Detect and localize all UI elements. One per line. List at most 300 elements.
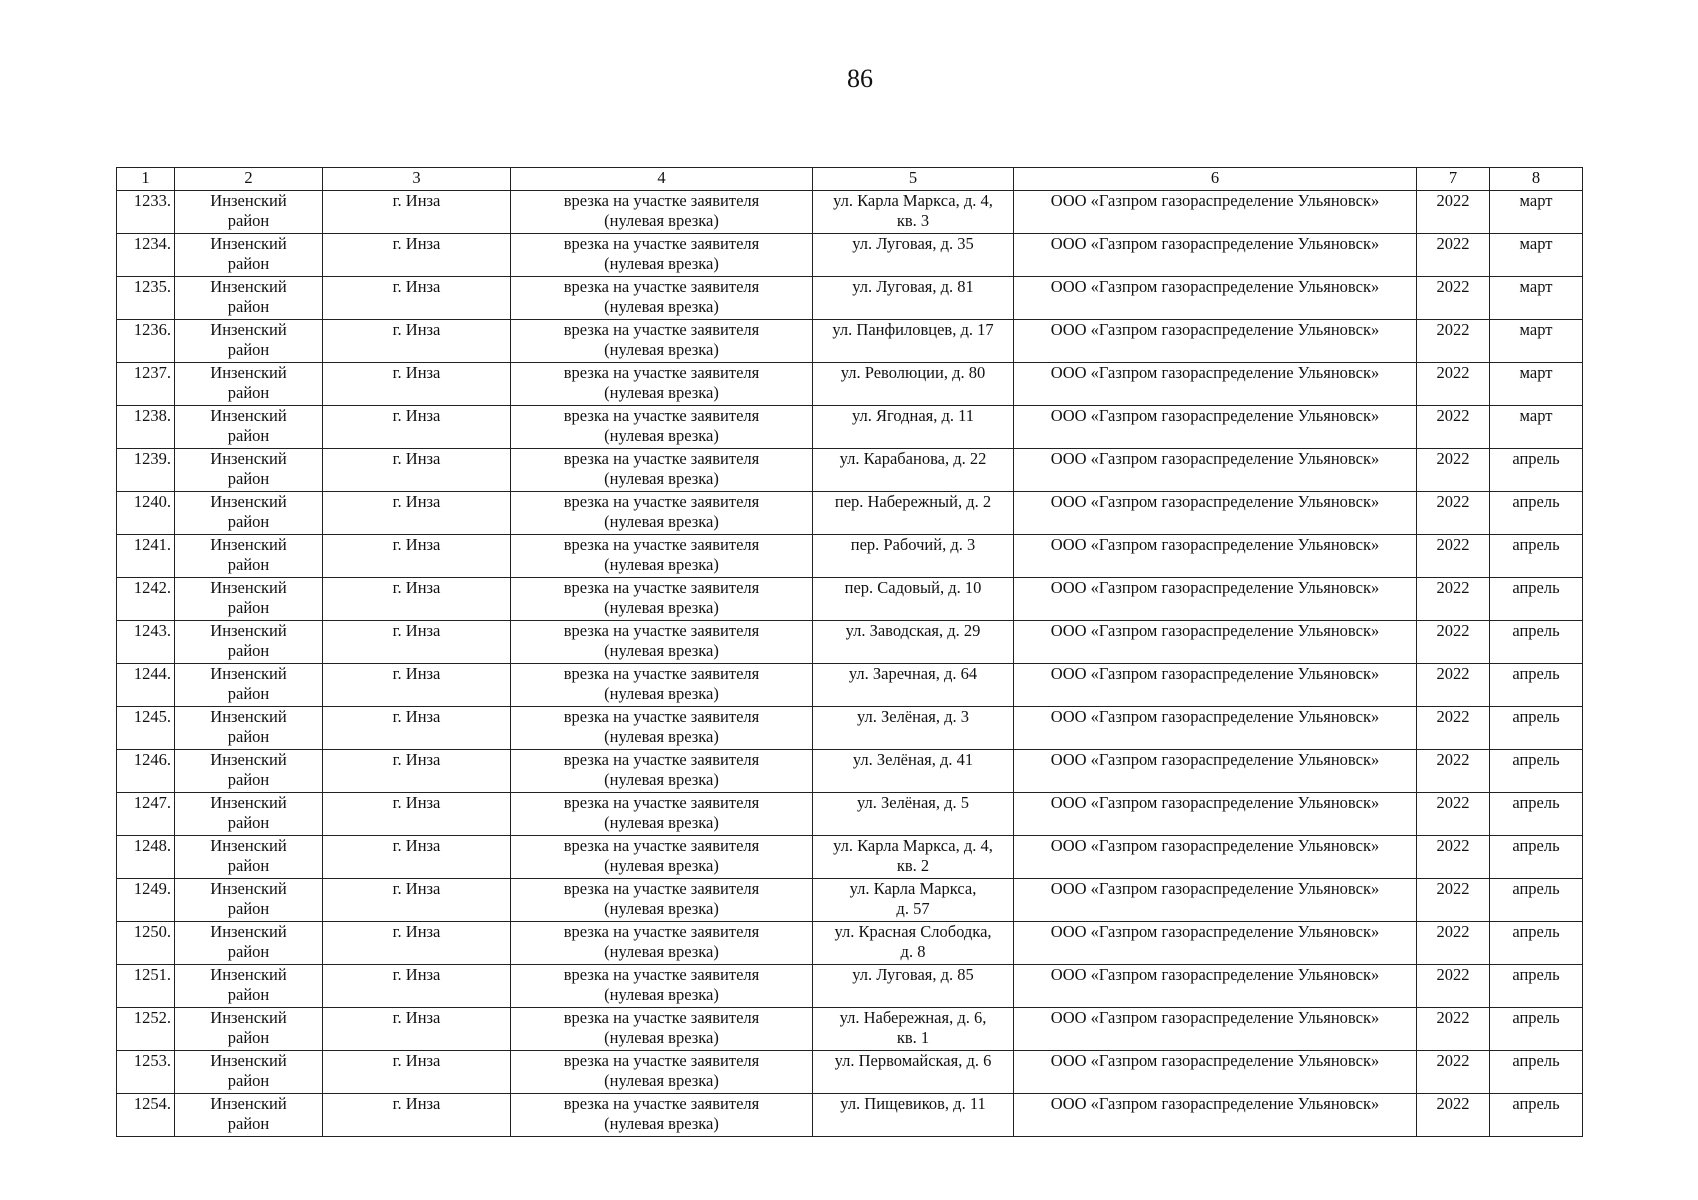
district-line: Инзенский <box>210 621 287 640</box>
year-cell: 2022 <box>1417 965 1490 1008</box>
district-line: Инзенский <box>210 449 287 468</box>
district-line: Инзенский <box>210 965 287 984</box>
district-cell <box>175 363 323 406</box>
district-line: Инзенский <box>210 664 287 683</box>
connection-type-cell <box>511 320 813 363</box>
district-cell <box>175 965 323 1008</box>
district-line: район <box>227 469 270 488</box>
year-cell: 2022 <box>1417 492 1490 535</box>
table-row <box>117 1094 1583 1137</box>
connection-type-cell <box>511 363 813 406</box>
month-cell: апрель <box>1490 1051 1583 1094</box>
column-header: 6 <box>1014 168 1417 191</box>
organization-cell: ООО «Газпром газораспределение Ульяновск» <box>1014 535 1417 578</box>
address-cell <box>813 750 1014 793</box>
connection-type-line: врезка на участке заявителя <box>563 578 760 597</box>
row-number-cell: 1242. <box>117 578 175 621</box>
address-cell <box>813 1051 1014 1094</box>
connection-type-cell <box>511 707 813 750</box>
connection-type-line: (нулевая врезка) <box>604 856 719 875</box>
organization-cell: ООО «Газпром газораспределение Ульяновск» <box>1014 707 1417 750</box>
address-line: пер. Рабочий, д. 3 <box>850 535 976 554</box>
connection-type-line: врезка на участке заявителя <box>563 621 760 640</box>
connection-type-line: (нулевая врезка) <box>604 641 719 660</box>
year-cell: 2022 <box>1417 750 1490 793</box>
address-line: ул. Луговая, д. 85 <box>852 965 974 984</box>
address-line: ул. Заводская, д. 29 <box>845 621 981 640</box>
month-cell: март <box>1490 277 1583 320</box>
year-cell: 2022 <box>1417 793 1490 836</box>
month-cell: апрель <box>1490 492 1583 535</box>
city-cell: г. Инза <box>323 793 511 836</box>
district-line: район <box>227 426 270 445</box>
address-line: ул. Ягодная, д. 11 <box>851 406 975 425</box>
district-line: Инзенский <box>210 277 287 296</box>
connection-type-line: (нулевая врезка) <box>604 1028 719 1047</box>
address-line: кв. 2 <box>896 856 930 875</box>
row-number-cell: 1246. <box>117 750 175 793</box>
address-cell <box>813 1094 1014 1137</box>
city-cell: г. Инза <box>323 1094 511 1137</box>
connection-type-line: врезка на участке заявителя <box>563 750 760 769</box>
address-line: д. 8 <box>900 942 926 961</box>
organization-cell: ООО «Газпром газораспределение Ульяновск» <box>1014 664 1417 707</box>
row-number-cell: 1245. <box>117 707 175 750</box>
district-cell <box>175 492 323 535</box>
district-line: район <box>227 684 270 703</box>
city-cell: г. Инза <box>323 363 511 406</box>
connection-type-line: (нулевая врезка) <box>604 297 719 316</box>
year-cell: 2022 <box>1417 277 1490 320</box>
row-number-cell: 1252. <box>117 1008 175 1051</box>
month-cell: апрель <box>1490 1008 1583 1051</box>
connection-type-line: врезка на участке заявителя <box>563 320 760 339</box>
district-line: район <box>227 727 270 746</box>
address-line: кв. 3 <box>896 211 930 230</box>
address-cell <box>813 535 1014 578</box>
row-number-cell: 1238. <box>117 406 175 449</box>
district-line: район <box>227 211 270 230</box>
connection-type-line: (нулевая врезка) <box>604 770 719 789</box>
table-row <box>117 406 1583 449</box>
district-cell <box>175 535 323 578</box>
year-cell: 2022 <box>1417 535 1490 578</box>
row-number-cell: 1239. <box>117 449 175 492</box>
table-row <box>117 320 1583 363</box>
connection-type-line: врезка на участке заявителя <box>563 449 760 468</box>
month-cell: апрель <box>1490 922 1583 965</box>
district-cell <box>175 664 323 707</box>
city-cell: г. Инза <box>323 277 511 320</box>
district-cell <box>175 1008 323 1051</box>
year-cell: 2022 <box>1417 664 1490 707</box>
month-cell: апрель <box>1490 1094 1583 1137</box>
connection-type-line: врезка на участке заявителя <box>563 836 760 855</box>
district-line: район <box>227 1114 270 1133</box>
address-line: д. 57 <box>896 899 930 918</box>
district-line: Инзенский <box>210 922 287 941</box>
organization-cell: ООО «Газпром газораспределение Ульяновск» <box>1014 363 1417 406</box>
district-line: район <box>227 899 270 918</box>
column-header: 3 <box>323 168 511 191</box>
table-row <box>117 578 1583 621</box>
connection-type-cell <box>511 965 813 1008</box>
month-cell: апрель <box>1490 965 1583 1008</box>
month-cell: апрель <box>1490 793 1583 836</box>
header-row <box>117 168 1583 191</box>
table-row <box>117 1051 1583 1094</box>
address-cell <box>813 836 1014 879</box>
row-number-cell: 1249. <box>117 879 175 922</box>
table-body <box>117 191 1583 1137</box>
district-line: район <box>227 297 270 316</box>
year-cell: 2022 <box>1417 707 1490 750</box>
district-cell <box>175 320 323 363</box>
page-number: 86 <box>847 64 873 93</box>
connection-type-line: (нулевая врезка) <box>604 469 719 488</box>
table-row <box>117 492 1583 535</box>
connection-type-cell <box>511 1008 813 1051</box>
month-cell: март <box>1490 406 1583 449</box>
district-cell <box>175 621 323 664</box>
district-line: Инзенский <box>210 191 287 210</box>
connection-type-cell <box>511 535 813 578</box>
district-line: Инзенский <box>210 1008 287 1027</box>
row-number-cell: 1235. <box>117 277 175 320</box>
address-line: ул. Зелёная, д. 41 <box>852 750 974 769</box>
month-cell: март <box>1490 191 1583 234</box>
table-row <box>117 234 1583 277</box>
organization-cell: ООО «Газпром газораспределение Ульяновск» <box>1014 1051 1417 1094</box>
organization-cell: ООО «Газпром газораспределение Ульяновск» <box>1014 578 1417 621</box>
year-cell: 2022 <box>1417 621 1490 664</box>
table-row <box>117 836 1583 879</box>
month-cell: апрель <box>1490 621 1583 664</box>
city-cell: г. Инза <box>323 1008 511 1051</box>
table-row <box>117 793 1583 836</box>
district-line: район <box>227 856 270 875</box>
city-cell: г. Инза <box>323 922 511 965</box>
city-cell: г. Инза <box>323 191 511 234</box>
district-line: район <box>227 1071 270 1090</box>
address-cell <box>813 191 1014 234</box>
organization-cell: ООО «Газпром газораспределение Ульяновск» <box>1014 277 1417 320</box>
row-number-cell: 1236. <box>117 320 175 363</box>
address-line: ул. Зелёная, д. 3 <box>856 707 970 726</box>
connection-type-line: (нулевая врезка) <box>604 512 719 531</box>
connection-type-line: врезка на участке заявителя <box>563 234 760 253</box>
connection-type-cell <box>511 922 813 965</box>
row-number-cell: 1253. <box>117 1051 175 1094</box>
month-cell: апрель <box>1490 535 1583 578</box>
connection-type-cell <box>511 1094 813 1137</box>
address-cell <box>813 449 1014 492</box>
year-cell: 2022 <box>1417 320 1490 363</box>
address-line: ул. Луговая, д. 81 <box>852 277 974 296</box>
organization-cell: ООО «Газпром газораспределение Ульяновск» <box>1014 234 1417 277</box>
address-cell <box>813 406 1014 449</box>
address-line: ул. Заречная, д. 64 <box>848 664 978 683</box>
district-cell <box>175 879 323 922</box>
address-cell <box>813 965 1014 1008</box>
district-cell <box>175 578 323 621</box>
district-line: район <box>227 813 270 832</box>
address-line: ул. Красная Слободка, <box>834 922 992 941</box>
connection-type-line: (нулевая врезка) <box>604 340 719 359</box>
district-line: Инзенский <box>210 535 287 554</box>
organization-cell: ООО «Газпром газораспределение Ульяновск» <box>1014 1008 1417 1051</box>
connection-type-line: врезка на участке заявителя <box>563 1094 760 1113</box>
district-cell <box>175 922 323 965</box>
district-cell <box>175 234 323 277</box>
city-cell: г. Инза <box>323 621 511 664</box>
city-cell: г. Инза <box>323 320 511 363</box>
table-row <box>117 879 1583 922</box>
connection-type-line: врезка на участке заявителя <box>563 492 760 511</box>
district-line: район <box>227 254 270 273</box>
district-line: Инзенский <box>210 1051 287 1070</box>
connection-type-cell <box>511 879 813 922</box>
district-line: Инзенский <box>210 1094 287 1113</box>
table-row <box>117 922 1583 965</box>
district-cell <box>175 836 323 879</box>
district-line: Инзенский <box>210 707 287 726</box>
connection-type-line: (нулевая врезка) <box>604 727 719 746</box>
address-line: ул. Карла Маркса, д. 4, <box>833 191 993 210</box>
table-row <box>117 707 1583 750</box>
address-line: кв. 1 <box>896 1028 930 1047</box>
address-cell <box>813 879 1014 922</box>
row-number-cell: 1244. <box>117 664 175 707</box>
address-cell <box>813 363 1014 406</box>
connection-type-cell <box>511 492 813 535</box>
connection-type-line: (нулевая врезка) <box>604 211 719 230</box>
month-cell: апрель <box>1490 750 1583 793</box>
connection-type-line: врезка на участке заявителя <box>563 879 760 898</box>
address-cell <box>813 492 1014 535</box>
district-cell <box>175 191 323 234</box>
address-cell <box>813 234 1014 277</box>
connection-type-line: врезка на участке заявителя <box>563 1051 760 1070</box>
column-header: 1 <box>117 168 175 191</box>
connection-type-line: (нулевая врезка) <box>604 684 719 703</box>
connection-type-line: врезка на участке заявителя <box>563 363 760 382</box>
district-line: район <box>227 985 270 1004</box>
address-cell <box>813 320 1014 363</box>
address-cell <box>813 664 1014 707</box>
district-line: район <box>227 555 270 574</box>
table-row <box>117 277 1583 320</box>
connection-type-line: (нулевая врезка) <box>604 555 719 574</box>
year-cell: 2022 <box>1417 191 1490 234</box>
month-cell: апрель <box>1490 449 1583 492</box>
column-header: 4 <box>511 168 813 191</box>
city-cell: г. Инза <box>323 707 511 750</box>
district-line: Инзенский <box>210 363 287 382</box>
year-cell: 2022 <box>1417 836 1490 879</box>
district-line: район <box>227 942 270 961</box>
organization-cell: ООО «Газпром газораспределение Ульяновск» <box>1014 1094 1417 1137</box>
month-cell: апрель <box>1490 578 1583 621</box>
connection-type-line: врезка на участке заявителя <box>563 1008 760 1027</box>
organization-cell: ООО «Газпром газораспределение Ульяновск» <box>1014 191 1417 234</box>
connection-type-line: (нулевая врезка) <box>604 598 719 617</box>
table-row <box>117 1008 1583 1051</box>
organization-cell: ООО «Газпром газораспределение Ульяновск» <box>1014 879 1417 922</box>
address-cell <box>813 621 1014 664</box>
organization-cell: ООО «Газпром газораспределение Ульяновск» <box>1014 965 1417 1008</box>
district-cell <box>175 1094 323 1137</box>
city-cell: г. Инза <box>323 449 511 492</box>
row-number-cell: 1243. <box>117 621 175 664</box>
address-line: пер. Садовый, д. 10 <box>844 578 982 597</box>
connection-type-cell <box>511 191 813 234</box>
district-cell <box>175 707 323 750</box>
table-row <box>117 535 1583 578</box>
district-line: район <box>227 383 270 402</box>
address-cell <box>813 922 1014 965</box>
year-cell: 2022 <box>1417 1051 1490 1094</box>
connection-type-line: врезка на участке заявителя <box>563 922 760 941</box>
address-line: ул. Карла Маркса, <box>849 879 977 898</box>
address-cell <box>813 277 1014 320</box>
year-cell: 2022 <box>1417 449 1490 492</box>
connection-type-cell <box>511 277 813 320</box>
year-cell: 2022 <box>1417 1094 1490 1137</box>
table-row <box>117 664 1583 707</box>
connection-type-line: врезка на участке заявителя <box>563 535 760 554</box>
connection-type-line: врезка на участке заявителя <box>563 406 760 425</box>
district-line: Инзенский <box>210 234 287 253</box>
city-cell: г. Инза <box>323 492 511 535</box>
month-cell: март <box>1490 234 1583 277</box>
month-cell: апрель <box>1490 879 1583 922</box>
district-cell <box>175 1051 323 1094</box>
table-row <box>117 621 1583 664</box>
address-line: ул. Революции, д. 80 <box>840 363 986 382</box>
district-line: Инзенский <box>210 492 287 511</box>
connection-type-line: врезка на участке заявителя <box>563 965 760 984</box>
connection-type-line: врезка на участке заявителя <box>563 707 760 726</box>
connection-type-cell <box>511 621 813 664</box>
district-cell <box>175 277 323 320</box>
month-cell: апрель <box>1490 836 1583 879</box>
table-row <box>117 449 1583 492</box>
connection-type-cell <box>511 750 813 793</box>
connection-type-line: (нулевая врезка) <box>604 1071 719 1090</box>
row-number-cell: 1247. <box>117 793 175 836</box>
table-row <box>117 363 1583 406</box>
district-line: район <box>227 1028 270 1047</box>
district-line: Инзенский <box>210 793 287 812</box>
connection-type-line: (нулевая врезка) <box>604 985 719 1004</box>
district-line: район <box>227 641 270 660</box>
district-line: район <box>227 770 270 789</box>
year-cell: 2022 <box>1417 363 1490 406</box>
city-cell: г. Инза <box>323 535 511 578</box>
connection-type-line: врезка на участке заявителя <box>563 793 760 812</box>
address-cell <box>813 793 1014 836</box>
city-cell: г. Инза <box>323 879 511 922</box>
connection-type-line: (нулевая врезка) <box>604 254 719 273</box>
address-line: пер. Набережный, д. 2 <box>834 492 992 511</box>
column-header: 2 <box>175 168 323 191</box>
row-number-cell: 1233. <box>117 191 175 234</box>
city-cell: г. Инза <box>323 664 511 707</box>
connection-type-cell <box>511 406 813 449</box>
connection-type-line: врезка на участке заявителя <box>563 664 760 683</box>
connection-type-line: врезка на участке заявителя <box>563 277 760 296</box>
city-cell: г. Инза <box>323 836 511 879</box>
connection-type-cell <box>511 836 813 879</box>
organization-cell: ООО «Газпром газораспределение Ульяновск» <box>1014 320 1417 363</box>
organization-cell: ООО «Газпром газораспределение Ульяновск» <box>1014 621 1417 664</box>
city-cell: г. Инза <box>323 965 511 1008</box>
district-cell <box>175 406 323 449</box>
row-number-cell: 1237. <box>117 363 175 406</box>
connection-type-cell <box>511 1051 813 1094</box>
row-number-cell: 1240. <box>117 492 175 535</box>
organization-cell: ООО «Газпром газораспределение Ульяновск» <box>1014 922 1417 965</box>
year-cell: 2022 <box>1417 922 1490 965</box>
district-line: Инзенский <box>210 578 287 597</box>
district-line: Инзенский <box>210 879 287 898</box>
connection-type-cell <box>511 664 813 707</box>
connection-type-line: (нулевая врезка) <box>604 942 719 961</box>
column-header: 5 <box>813 168 1014 191</box>
connection-type-cell <box>511 234 813 277</box>
connection-type-cell <box>511 578 813 621</box>
district-line: район <box>227 340 270 359</box>
address-line: ул. Пищевиков, д. 11 <box>840 1094 986 1113</box>
city-cell: г. Инза <box>323 578 511 621</box>
address-line: ул. Карабанова, д. 22 <box>839 449 987 468</box>
district-cell <box>175 793 323 836</box>
connection-type-line: (нулевая врезка) <box>604 899 719 918</box>
row-number-cell: 1250. <box>117 922 175 965</box>
connection-type-line: (нулевая врезка) <box>604 383 719 402</box>
district-cell <box>175 449 323 492</box>
organization-cell: ООО «Газпром газораспределение Ульяновск» <box>1014 836 1417 879</box>
row-number-cell: 1254. <box>117 1094 175 1137</box>
organization-cell: ООО «Газпром газораспределение Ульяновск» <box>1014 750 1417 793</box>
row-number-cell: 1241. <box>117 535 175 578</box>
month-cell: март <box>1490 363 1583 406</box>
connection-type-cell <box>511 449 813 492</box>
column-header: 7 <box>1417 168 1490 191</box>
column-header: 8 <box>1490 168 1583 191</box>
registry-table <box>116 167 1583 1137</box>
table-row <box>117 191 1583 234</box>
month-cell: март <box>1490 320 1583 363</box>
row-number-cell: 1234. <box>117 234 175 277</box>
row-number-cell: 1248. <box>117 836 175 879</box>
district-line: район <box>227 598 270 617</box>
city-cell: г. Инза <box>323 234 511 277</box>
district-line: Инзенский <box>210 750 287 769</box>
city-cell: г. Инза <box>323 1051 511 1094</box>
table-row <box>117 750 1583 793</box>
district-line: Инзенский <box>210 836 287 855</box>
address-line: ул. Зелёная, д. 5 <box>856 793 970 812</box>
table-row <box>117 965 1583 1008</box>
district-line: район <box>227 512 270 531</box>
address-cell <box>813 578 1014 621</box>
address-line: ул. Набережная, д. 6, <box>839 1008 987 1027</box>
address-line: ул. Луговая, д. 35 <box>852 234 974 253</box>
address-line: ул. Первомайская, д. 6 <box>834 1051 992 1070</box>
year-cell: 2022 <box>1417 578 1490 621</box>
